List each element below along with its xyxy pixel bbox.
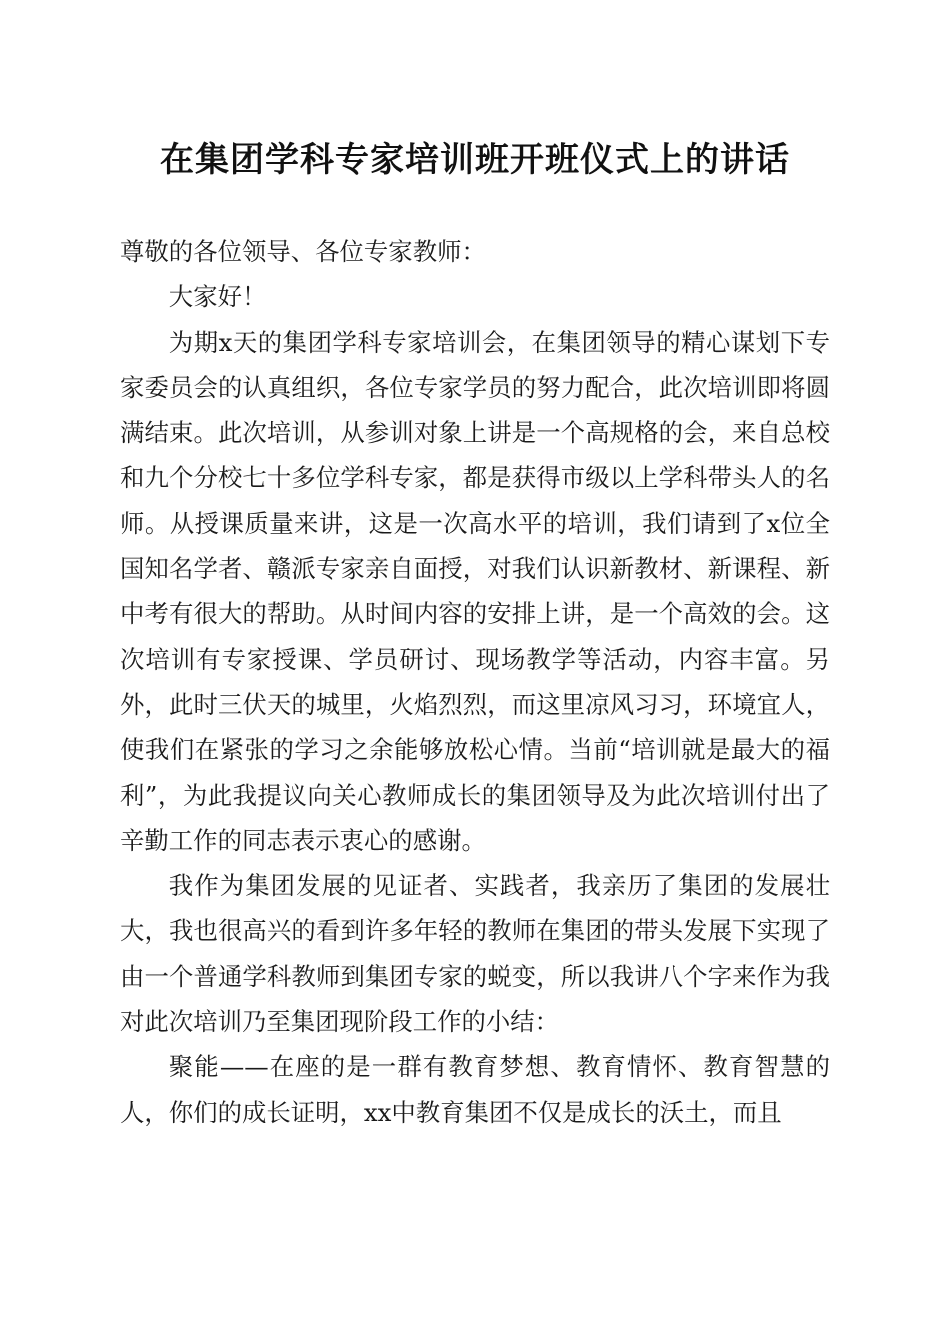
salutation-line: 尊敬的各位领导、各位专家教师： [120,237,486,266]
paragraph-witness: 我作为集团发展的见证者、实践者，我亲历了集团的发展壮大，我也很高兴的看到许多年轻的教师在集团的带头发展下实现了由一个普通学科教师到集团专家的蜕变，所以我讲八个字来作为我对此次培训乃至集团现阶段工作的小结： [120,871,830,1037]
document-title: 在集团学科专家培训班开班仪式上的讲话 [160,140,790,180]
paragraph-greeting: 大家好！ [168,282,267,312]
paragraph-training-overview: 为期x天的集团学科专家培训会，在集团领导的精心谋划下专家委员会的认真组织，各位专家学员的努力配合，此次培训即将圆满结束。此次培训，从参训对象上讲是一个高规格的会，来自总校和九个分校七十多位学科专家，都是获得市级以上学科带头人的名师。从授课质量来讲，这是一次高水平的培训，我们请到了x位全国知名学者、赣派专家亲自面授，对我们认识新教材、新课程、新中考有很大的帮助。从时间内容的安排上讲，是一个高效的会。这次培训有专家授课、学员研讨、现场教学等活动，内容丰富。另外，此时三伏天的城里，火焰烈烈，而这里凉风习习，环境宜人，使我们在紧张的学习之余能够放松心情。当前“培训就是最大的福利”，为此我提议向关心教师成长的集团领导及为此次培训付出了辛勤工作的同志表示衷心的感谢。 [120,327,830,855]
document-body [120,229,830,1135]
paragraph-gather-energy: 聚能——在座的是一群有教育梦想、教育情怀、教育智慧的人，你们的成长证明，xx中教育集团不仅是成长的沃土，而且 [120,1052,830,1127]
